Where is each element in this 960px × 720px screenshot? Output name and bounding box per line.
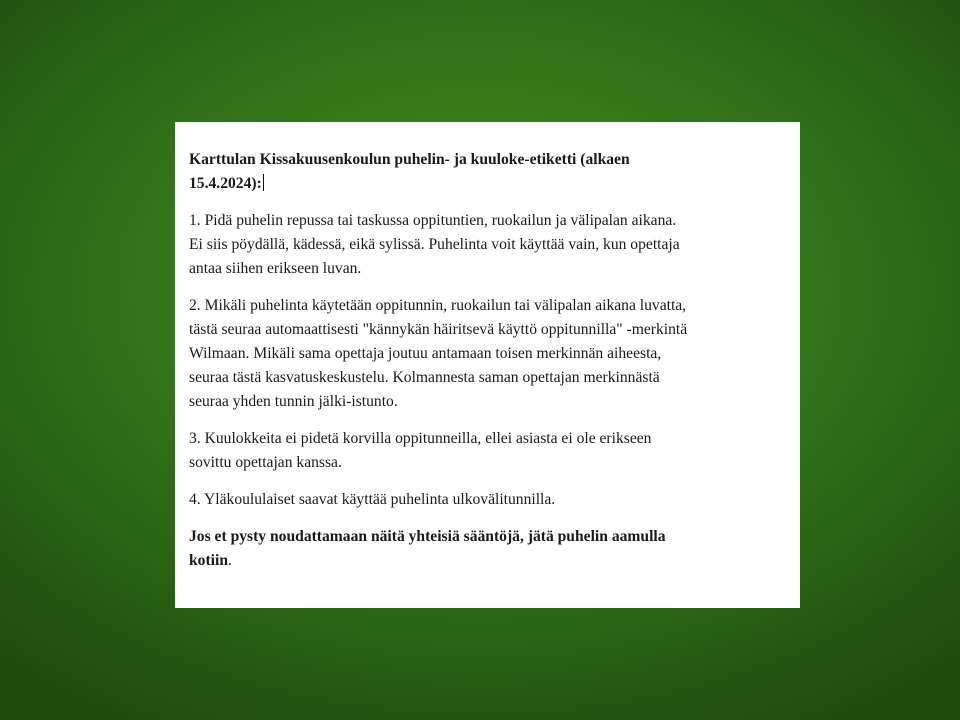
closing-line-2-bold: kotiin — [189, 552, 228, 569]
closing-statement — [189, 525, 786, 573]
rule-2-line-3: Wilmaan. Mikäli sama opettaja joutuu antamaan toisen merkinnän aiheesta, — [189, 345, 662, 362]
document-card — [175, 122, 800, 608]
rule-2-line-2: tästä seuraa automaattisesti "kännykän häiritsevä käyttö oppitunnilla" -merkintä — [189, 321, 688, 338]
rule-3 — [189, 427, 786, 475]
rule-3-line-2: sovittu opettajan kanssa. — [189, 454, 342, 471]
rule-2-line-5: seuraa yhden tunnin jälki-istunto. — [189, 393, 398, 410]
rule-2-line-1: 2. Mikäli puhelinta käytetään oppitunnin, ruokailun tai välipalan aikana luvatta, — [189, 297, 687, 314]
rule-1-line-2: Ei siis pöydällä, kädessä, eikä sylissä. Puhelinta voit käyttää vain, kun opettaja — [189, 236, 680, 253]
title-line-2: 15.4.2024): — [189, 175, 262, 192]
rule-1-line-3: antaa siihen erikseen luvan. — [189, 260, 362, 277]
rule-1-line-1: 1. Pidä puhelin repussa tai taskussa oppituntien, ruokailun ja välipalan aikana. — [189, 212, 677, 229]
rule-4-line-1: 4. Yläkoululaiset saavat käyttää puhelinta ulkovälitunnilla. — [189, 491, 556, 508]
rule-4 — [189, 488, 786, 512]
rule-2 — [189, 294, 786, 414]
title-line-1: Karttulan Kissakuusenkoulun puhelin- ja kuuloke-etiketti (alkaen — [189, 151, 630, 168]
document-title — [189, 148, 786, 196]
rule-3-line-1: 3. Kuulokkeita ei pidetä korvilla oppitunneilla, ellei asiasta ei ole erikseen — [189, 430, 652, 447]
rule-1 — [189, 209, 786, 281]
text-cursor — [263, 174, 264, 191]
closing-line-1: Jos et pysty noudattamaan näitä yhteisiä sääntöjä, jätä puhelin aamulla — [189, 528, 666, 545]
closing-line-2-end: . — [228, 552, 232, 569]
rule-2-line-4: seuraa tästä kasvatuskeskustelu. Kolmannesta saman opettajan merkinnästä — [189, 369, 660, 386]
